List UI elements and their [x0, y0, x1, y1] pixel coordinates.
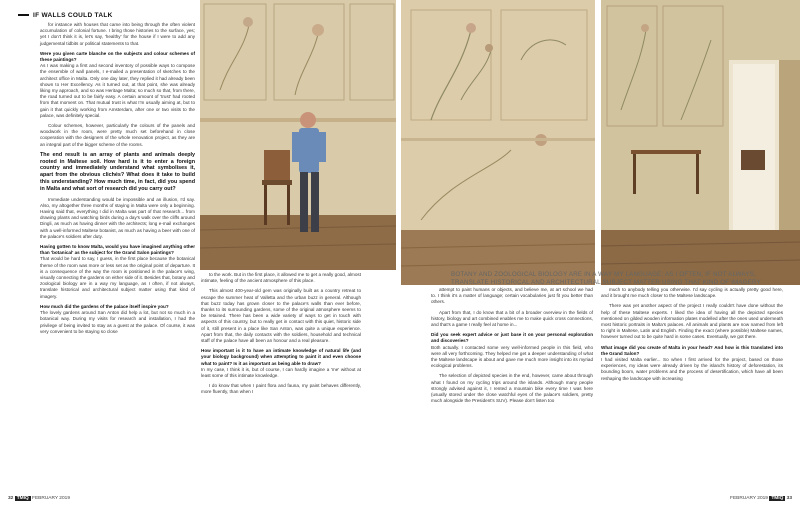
article-column-4 [601, 287, 783, 386]
photo-artist-illustration [200, 0, 396, 270]
section-label-bar [18, 14, 29, 16]
photo-caption: BOTANY AND ZOOLOGICAL BIOLOGY ARE IN A WAY MY LANGUAGE; AS I OFTEN, IF NOT ALWAYS, TRANSLATE HISTORICAL AND ARCHITECTURAL SUBJECT MATTER USING THAT KIND OF IMAGERY [451, 271, 761, 286]
paragraph: As I was making a first and second inventory of possible ways to compose the ensemble of wall panels, I e-mailed a presentation of sketches to the architect office in Malta. Only one day later, they replied it had already been shown to Her Excellency. As it turned out, at that point, she was already liking my approach, and so was Heritage Malta; so much so that, from there, the road turned out to be fairly easy. A certain amount of 'trust' had rooted from that moment on. That mutual trust is what I'm usually aiming at, but to gain it that quickly working from Amsterdam, after one or two visits to the palace, was definitely special. [40, 63, 195, 118]
paragraph: Immediate understanding would be impossible and an illusion, I'd say. Also, my altogether three months of staying in Malta were only a beginning. Having said that, everything I did in Malta was part of that research... from drawing plants and watching birds during a day's walk over the cliffs around Dingli, as much as having dinner with the architects; long e-mail exchanges with a well-informed Maltese botanist, as much as having a beer with one of the palace's soldiers after duty. [40, 196, 195, 239]
paragraph: attempt to paint humans or objects, and believe me, at art school we had to. I think it's a matter of language; certain vocabularies just fit you better than others. [431, 287, 593, 305]
paragraph: Colour schemes, however, particularly the colours of the panels and woodwork in the room, were pretty much set beforehand in close cooperation with the designers of the whole renovation project, as they are an integral part of the bigger scheme of the rooms. [40, 123, 195, 147]
paragraph: There was yet another aspect of the project I really couldn't have done without the help of these Maltese experts. I liked the idea of having all the depicted species mentioned on gilded wooden information plates modelled after the ones used underneath most historic portraits in Malta's palaces. All animals and plants are now named from left to right in Maltese, Latin and English. Finding the exact (where possible) Maltese names, however turned out to be quite hard in some cases. Eventually, we got there. [601, 303, 783, 340]
photo-artist-in-room [200, 0, 396, 270]
paragraph: That would be hard to say, I guess, in the first place because the botanical theme of the room was more or less set as the original point of departure. It is a consequence of the way the room is positioned in the palace's wing, visually connecting the gardens on either side of it. Besides that, botany and zoological biology are in a way my language, as I often, if not always, translate historical and architectural subject matter using that kind of imagery. [40, 256, 195, 299]
interview-question: Having gotten to know Malta, would you have imagined anything other than 'botanical' as the subject for the Grand Salon paintings? [40, 244, 195, 256]
lead-question: The end result is an array of plants and animals deeply rooted in Maltese soil. How hard is it to enter a foreign country and immediately understand what symbolises it, apart from the obvious clichés? What does it take to build this understanding? How much time, in fact, did you spend in Malta and what sort of research did you carry out? [40, 151, 195, 192]
interview-question: Did you seek expert advice or just base it on your personal exploration and discoveries? [431, 332, 593, 344]
section-label [18, 12, 113, 19]
paragraph: for instance with houses that came into being through the often violent accumulation of colonial fortune. I bring those histories to the surface, yes; yet I don't think it is, let's say, 'healthy' for the house if I were to add any judgemental tidbits or political statements to that. [40, 22, 195, 46]
paragraph: The lovely gardens around San Anton did help a lot, but not so much in a botanical way. During my visits for research and installation, I had the privilege of being invited to stay as a guest at the palace. Of course, it was very convenient to be staying so close [40, 310, 195, 334]
photo-mural-illustration [401, 0, 595, 285]
page-number: 33 [786, 496, 792, 501]
page-folio-right [730, 496, 792, 501]
section-label-text: IF WALLS COULD TALK [33, 12, 113, 19]
interview-question: Were you given carte blanche on the subjects and colour schemes of these paintings? [40, 50, 195, 63]
interview-question: How important is it to have an intimate knowledge of natural life (and your biology background) when attempting to paint it and even choose what to paint? Is it as important as being able to draw? [201, 348, 361, 366]
paragraph: to the work. But in the first place, it allowed me to get a really good, almost intimate, feeling of the ancient atmosphere of this place. [201, 272, 361, 284]
paragraph: Both actually. I contacted some very well-informed people in this field, who were all very forthcoming. They helped me get a deeper understanding of what the Maltese landscape is about and gave me much more insight into its myriad ecological problems. [431, 344, 593, 369]
article-column-3 [431, 287, 593, 408]
interview-question: How much did the gardens of the palace itself inspire you? [40, 303, 169, 309]
paragraph: I had visited Malta earlier... So when I first arrived for the project, based on those experiences, my ideas were already driven by the island's history of deforestation, its bounding boom, water problems and the process of desertification, which have all been reshaping the landscape with increasing [601, 357, 783, 381]
page-folio-left [8, 496, 70, 501]
issue-date: FEBRUARY 2019 [32, 496, 70, 501]
paragraph: I do know that when I paint flora and fauna, my paint behaves differently, more fluently, than when I [201, 383, 361, 395]
magazine-brand: TMIQ [771, 496, 784, 501]
paragraph: The selection of depicted species in the end, however, came about through what I found on my cycling trips around the islands. Although many people strongly advised against it, I rented a mountain bike every time I was here (usually stored under the close watchful eyes of the palace's soldiers, pretty much alongside the President's SUV). Please don't listen too [431, 373, 593, 404]
photo-room-illustration [601, 0, 800, 285]
paragraph: Apart from that, I do know that a bit of a broader overview in the fields of history, biology and art combined enables me to make quick cross connections, and that's a game I really feel at home in... [431, 309, 593, 328]
paragraph: In my case, I think it is, but of course, I can hardly imagine a 'me' without at least some of this intimate knowledge. [201, 366, 361, 379]
issue-date: FEBRUARY 2019 [730, 496, 768, 501]
article-column-2 [201, 272, 361, 400]
photo-room-view [601, 0, 800, 285]
interview-question: What image did you create of Malta in your head? And how is this translated into the Grand Salon? [601, 344, 783, 356]
paragraph: This almost 400-year-old gem was originally built as a country retreat to escape the summer heat of Valletta and the urban buzz in general. Although that buzz today has grown closer to the palace's walls than ever before, thanks to its surrounding gardens, some of the original atmosphere seems to be retained. There has been a wide variety of ways to get in touch with aspects of this country, but to really get in contact with this quiet, historic side of it, still present in a place like San Anton, was quite a unique experience. Apart from that, the daily contacts with the soldiers, household and technical staff of the palace have all been an honour and a real pleasure. [201, 288, 361, 344]
article-column-1 [40, 22, 195, 339]
photo-painted-wall [401, 0, 595, 285]
page-number: 32 [8, 496, 14, 501]
paragraph: much to anybody telling you otherwise. I'd say cycling is actually pretty good here, and it brought me much closer to the Maltese landscape. [601, 287, 783, 299]
magazine-brand: TMIQ [16, 496, 29, 501]
